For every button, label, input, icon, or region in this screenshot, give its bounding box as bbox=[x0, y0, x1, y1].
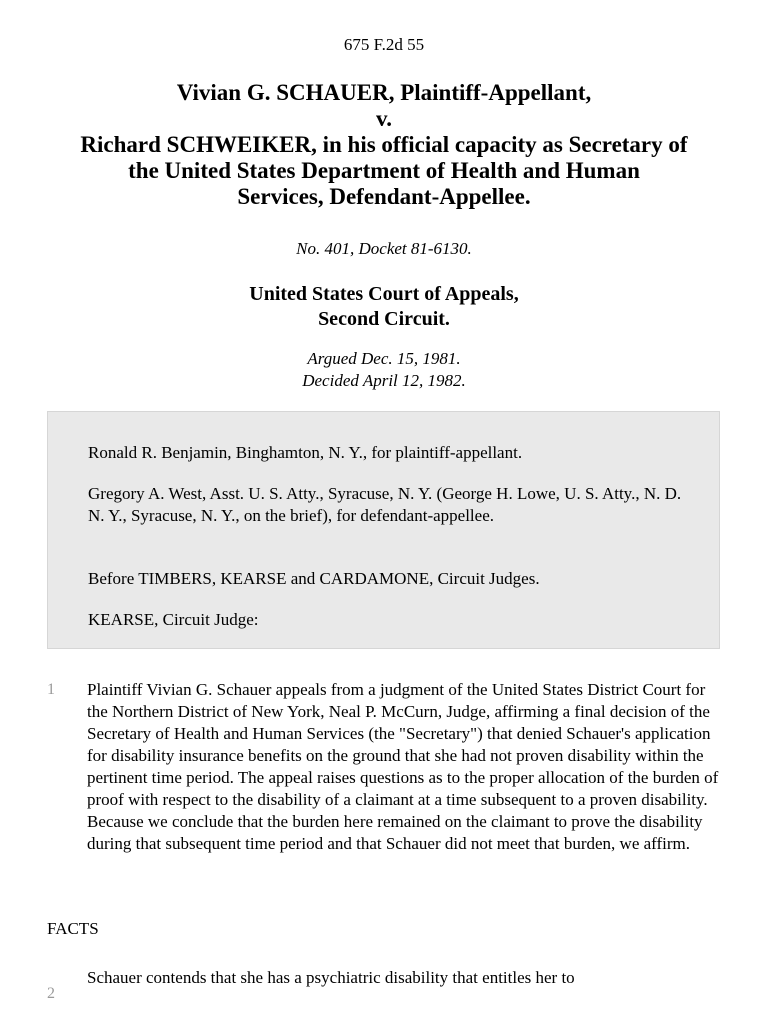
case-title bbox=[40, 80, 728, 210]
decided-date: Decided April 12, 1982. bbox=[302, 371, 466, 390]
opinion-author: KEARSE, Circuit Judge: bbox=[88, 610, 259, 629]
title-line-appellee-3: Services, Defendant-Appellee. bbox=[237, 184, 531, 209]
paragraph-text: Schauer contends that she has a psychiatric disability that entitles her to bbox=[87, 968, 575, 987]
counsel-panel bbox=[47, 411, 720, 649]
appellee-counsel: Gregory A. West, Asst. U. S. Atty., Syracuse, N. Y. (George H. Lowe, U. S. Atty., N. D. N. Y., Syracuse, N. Y., on the brief), for defendant-appellee. bbox=[88, 484, 682, 525]
title-line-appellee-2: the United States Department of Health and Human bbox=[128, 158, 640, 183]
section-heading: FACTS bbox=[47, 919, 99, 938]
paragraph-number: 2 bbox=[47, 985, 55, 1002]
docket-number: No. 401, Docket 81-6130. bbox=[296, 239, 472, 258]
appellant-counsel: Ronald R. Benjamin, Binghamton, N. Y., for plaintiff-appellant. bbox=[88, 443, 523, 462]
court-name bbox=[0, 282, 768, 332]
title-line-appellant: Vivian G. SCHAUER, Plaintiff-Appellant, bbox=[176, 80, 592, 105]
court-line-2: Second Circuit. bbox=[318, 308, 450, 330]
paragraph-number: 1 bbox=[47, 681, 55, 698]
paragraph-text: Plaintiff Vivian G. Schauer appeals from a judgment of the United States District Court for the Northern District of New York, Neal P. McCurn, Judge, affirming a final decision of the Secretary of Health and Human Services (the "Secretary") that denied Schauer's application for disability insurance benefits on the ground that she had not proven disability within the pertinent time period. The appeal raises questions as to the proper allocation of the burden of proof with respect to the disability of a claimant at a time subsequent to a proven disability. Because we conclude that the burden here remained on the claimant to prove the disability during that subsequent time period and that Schauer did not meet that burden, we affirm. bbox=[87, 680, 719, 853]
case-citation: 675 F.2d 55 bbox=[343, 35, 425, 54]
bench-judges: Before TIMBERS, KEARSE and CARDAMONE, Circuit Judges. bbox=[88, 569, 540, 588]
case-dates bbox=[0, 348, 768, 392]
argued-date: Argued Dec. 15, 1981. bbox=[307, 349, 461, 368]
court-line-1: United States Court of Appeals, bbox=[249, 283, 519, 305]
title-line-versus: v. bbox=[376, 106, 392, 131]
title-line-appellee-1: Richard SCHWEIKER, in his official capacity as Secretary of bbox=[80, 132, 688, 157]
